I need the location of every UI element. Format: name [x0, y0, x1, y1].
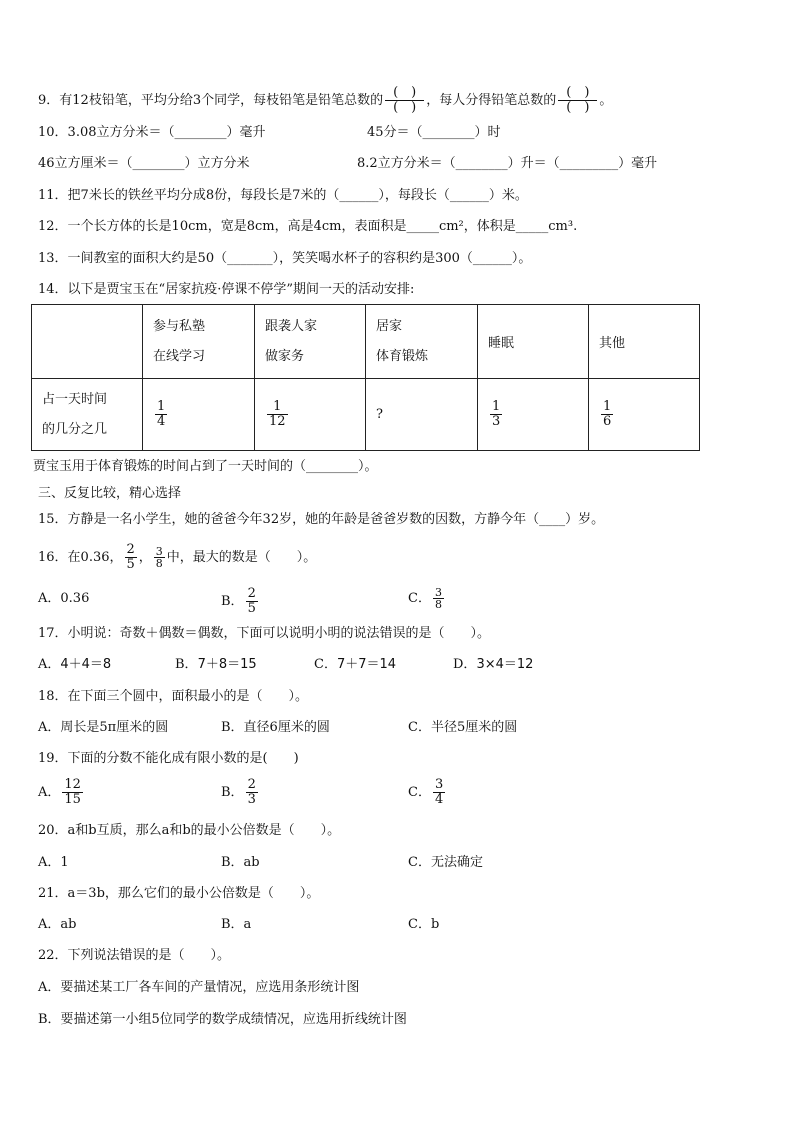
question-16: 16．在0.36， $\frac{2}{5}$ ， $\frac{3}{8}$ 中，最大的数是（ ）。: [38, 542, 317, 572]
question-17: 17．小明说：奇数＋偶数＝偶数，下面可以说明小明的说法错误的是（ ）。: [38, 626, 491, 641]
q18-option-c[interactable]: C．半径5厘米的圆: [408, 720, 518, 735]
question-11: 11．把7米长的铁丝平均分成8份，每段长是7米的（______），每段长（______）米。: [38, 188, 528, 203]
question-22: 22．下列说法错误的是（ ）。: [38, 948, 231, 963]
q19-option-b[interactable]: B． $\frac{2}{3}$: [221, 777, 256, 807]
question-10-c: 46立方厘米＝（________）立方分米: [38, 156, 250, 171]
q9-blank-fraction-1: $\frac{( )}{( )}$: [385, 86, 424, 115]
question-10-d: 8.2立方分米＝（________）升＝（_________）毫升: [357, 156, 658, 171]
q18-option-b[interactable]: B．直径6厘米的圆: [221, 720, 330, 735]
q21-option-b[interactable]: B．a: [221, 917, 252, 932]
q16-option-a[interactable]: A．0.36: [38, 591, 90, 606]
table-header-cell: 居家 体育锻炼: [366, 305, 478, 379]
q20-option-c[interactable]: C．无法确定: [408, 855, 483, 870]
q17-option-c[interactable]: C．7＋7＝14: [314, 657, 397, 672]
table-cell: [255, 379, 366, 451]
table-header-cell: 其他: [589, 305, 700, 379]
section-heading: 三、反复比较，精心选择: [38, 486, 182, 501]
q17-option-a[interactable]: A．4＋4＝8: [38, 657, 112, 672]
question-21: 21．a＝3b，那么它们的最小公倍数是（ ）。: [38, 886, 320, 901]
fraction: $\frac{1}{12}$: [269, 399, 286, 429]
fraction: $\frac{1}{6}$: [603, 399, 612, 429]
table-cell: [143, 379, 255, 451]
q9-blank-fraction-2: $\frac{( )}{( )}$: [558, 86, 597, 115]
fraction: $\frac{3}{4}$: [434, 777, 444, 807]
table-cell: [478, 379, 589, 451]
fraction: $\frac{12}{15}$: [64, 777, 81, 807]
table-header-cell: 睡眠: [478, 305, 589, 379]
fraction: $\frac{2}{5}$: [247, 586, 256, 616]
table-header-cell: [32, 305, 143, 379]
activity-table: [31, 304, 700, 451]
q16-option-c[interactable]: C． $\frac{3}{8}$: [408, 586, 442, 611]
q17-option-d[interactable]: D．3×4＝12: [453, 657, 534, 672]
question-20: 20．a和b互质，那么a和b的最小公倍数是（ ）。: [38, 823, 341, 838]
q21-option-c[interactable]: C．b: [408, 917, 440, 932]
fraction: $\frac{2}{3}$: [247, 777, 256, 807]
question-19: 19．下面的分数不能化成有限小数的是( ): [38, 751, 299, 766]
table-cell: ?: [366, 379, 478, 451]
q20-option-a[interactable]: A．1: [38, 855, 69, 870]
question-10-b: 45分＝（________）时: [367, 125, 501, 140]
fraction: $\frac{1}{3}$: [492, 399, 501, 429]
q22-option-b[interactable]: B．要描述第一小组5位同学的数学成绩情况，应选用折线统计图: [38, 1012, 407, 1027]
q20-option-b[interactable]: B．ab: [221, 855, 260, 870]
q18-option-a[interactable]: A．周长是5π厘米的圆: [38, 720, 169, 735]
fraction: $\frac{1}{4}$: [157, 399, 166, 429]
question-14-question: 贾宝玉用于体育锻炼的时间占到了一天时间的（________）。: [33, 459, 378, 474]
q22-option-a[interactable]: A．要描述某工厂各车间的产量情况，应选用条形统计图: [38, 980, 360, 995]
question-10-a: 10．3.08立方分米＝（________）毫升: [38, 125, 266, 140]
question-12: 12．一个长方体的长是10cm，宽是8cm，高是4cm，表面积是_____cm²，体积是_____cm³.: [38, 219, 578, 234]
table-row: [32, 379, 700, 451]
q19-option-a[interactable]: A． $\frac{12}{15}$: [38, 777, 81, 807]
q16-option-b[interactable]: B． $\frac{2}{5}$: [221, 586, 256, 616]
question-18: 18．在下面三个圆中，面积最小的是（ ）。: [38, 689, 309, 704]
table-cell: [589, 379, 700, 451]
question-15: 15．方静是一名小学生，她的爸爸今年32岁，她的年龄是爸爸岁数的因数，方静今年（____）岁。: [38, 512, 605, 527]
question-9: 9．有12枝铅笔，平均分给3个同学，每枝铅笔是铅笔总数的 $\frac{( )}{( )}$ ，每人分得铅笔总数的 $\frac{( )}{( )}$ 。: [38, 85, 613, 115]
table-row-label: 占一天时间 的几分之几: [32, 379, 143, 451]
q19-option-c[interactable]: C． $\frac{3}{4}$: [408, 777, 444, 807]
question-13: 13．一间教室的面积大约是50（_______），笑笑喝水杯子的容积约是300（______）。: [38, 251, 532, 266]
table-header-cell: 跟袭人家 做家务: [255, 305, 366, 379]
fraction: $\frac{2}{5}$: [126, 542, 135, 572]
q21-option-a[interactable]: A．ab: [38, 917, 77, 932]
question-14-title: 14．以下是贾宝玉在“居家抗疫·停课不停学”期间一天的活动安排:: [38, 282, 415, 297]
table-header-cell: 参与私塾 在线学习: [143, 305, 255, 379]
fraction: $\frac{3}{8}$: [155, 545, 163, 570]
table-header-row: [32, 305, 700, 379]
q17-option-b[interactable]: B．7＋8＝15: [175, 657, 257, 672]
fraction: $\frac{3}{8}$: [434, 586, 442, 611]
